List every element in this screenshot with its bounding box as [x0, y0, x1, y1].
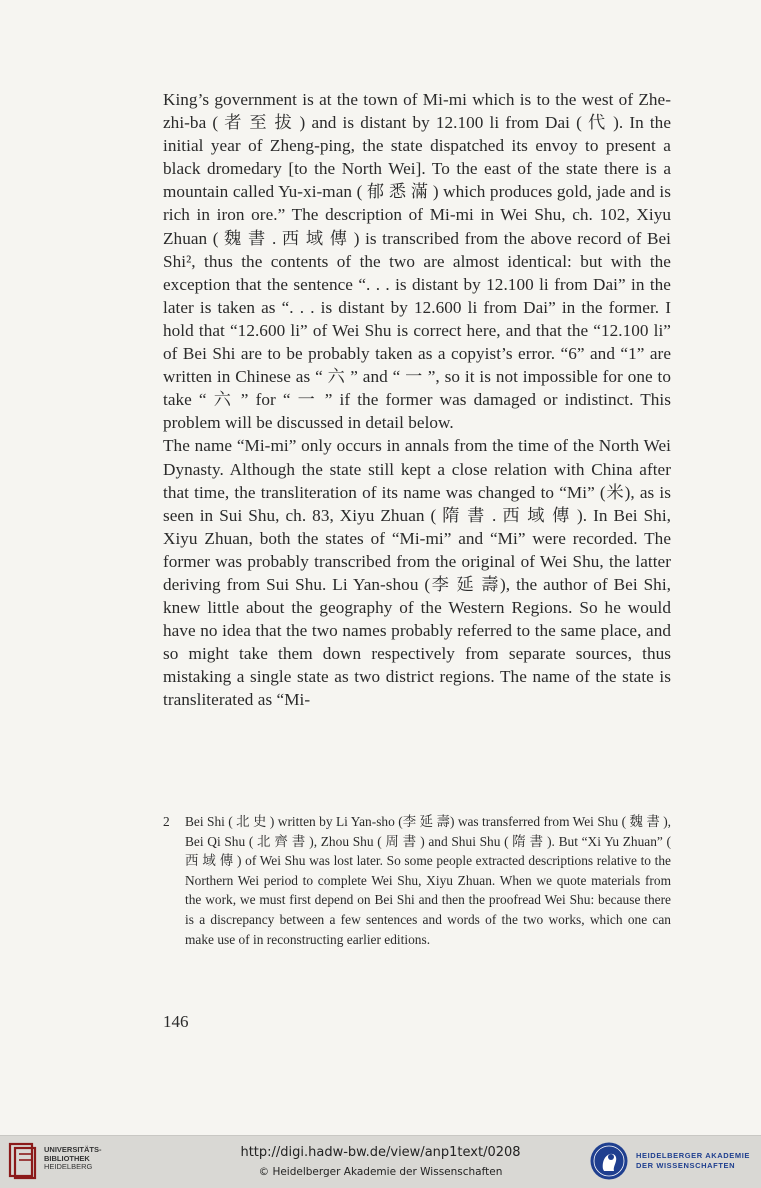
academy-label — [636, 1151, 750, 1170]
copyright-notice: © Heidelberger Akademie der Wissenschaften — [258, 1166, 503, 1178]
academy-seal-icon[interactable] — [589, 1141, 629, 1181]
page-number: 146 — [163, 1012, 189, 1031]
footnote-text: Bei Shi ( 北 史 ) written by Li Yan-sho (李 延 壽) was transferred from Wei Shu ( 魏 書 ), Bei Qi Shu ( 北 齊 書 ), Zhou Shu ( 周 書 ) and Shui Shu ( 隋 書 ). But “Xi Yu Zhuan” ( 西 域 傳 ) of Wei Shu was lost later. So some people extracted descriptions relative to the Northern Wei period to complete Wei Shu, Xiyu Zhuan. When we quote materials from the work, we must first depend on Bei Shi and then the proofread Wei Shu: because there is a discrepancy between a few sentences and words of the two works, which one can make use of in reconstructing earlier editions. — [185, 814, 671, 947]
footnote-number: 2 — [163, 814, 170, 829]
paragraph-1: King’s government is at the town of Mi-mi which is to the west of Zhe-zhi-ba ( 者 至 拔 ) and is distant by 12.100 li from Dai ( 代 ). In the initial year of Zheng-ping, the state dispatched its envoy to present a black dromedary [to the North Wei]. To the east of the state there is a mountain called Yu-xi-man ( 郁 悉 滿 ) which produces gold, jade and is rich in iron ore.” The description of Mi-mi in Wei Shu, ch. 102, Xiyu Zhuan ( 魏 書 . 西 域 傳 ) is transcribed from the above record of Bei Shi², thus the contents of the two are almost identical: but with the exception that the sentence “. . . is distant by 12.100 li from Dai” in the later is taken as “. . . is distant by 12.600 li from Dai” in the former. I hold that “12.600 li” of Wei Shu is correct here, and that the “12.100 li” of Bei Shi are to be probably taken as a copyist’s error. “6” and “1” are written in Chinese as “ 六 ” and “ 一 ”, so it is not impossible for one to take “ 六 ” for “ 一 ” if the former was damaged or indistinct. This problem will be discussed in detail below. — [163, 90, 671, 433]
footnote — [163, 812, 671, 949]
ub-line-2: BIBLIOTHEK — [44, 1153, 90, 1163]
footer-bar — [0, 1135, 761, 1188]
haw-line-2: DER WISSENSCHAFTEN — [636, 1160, 736, 1170]
ub-line-3: HEIDELBERG — [44, 1162, 93, 1171]
paragraph-2: The name “Mi-mi” only occurs in annals from the time of the North Wei Dynasty. Although the state still kept a close relation with China after that time, the transliteration of its name was changed to “Mi” (米), as is seen in Sui Shu, ch. 83, Xiyu Zhuan ( 隋 書 . 西 域 傳 ). In Bei Shi, Xiyu Zhuan, both the states of “Mi-mi” and “Mi” were recorded. The former was probably transcribed from the original of Wei Shu, the latter deriving from Sui Shu. Li Yan-shou (李 延 壽), the author of Bei Shi, knew little about the geography of the Western Regions. So he would have no idea that the two names probably referred to the same place, and so might take them down respectively from separate sources, thus mistaking a single state as two district regions. The name of the state is transliterated as “Mi- — [163, 436, 671, 710]
main-text — [163, 88, 671, 712]
haw-line-1: HEIDELBERGER AKADEMIE — [636, 1151, 750, 1160]
ub-line-1: UNIVERSITÄTS- — [44, 1145, 102, 1154]
permalink-url[interactable]: http://digi.hadw-bw.de/view/anp1text/0208 — [240, 1145, 521, 1160]
